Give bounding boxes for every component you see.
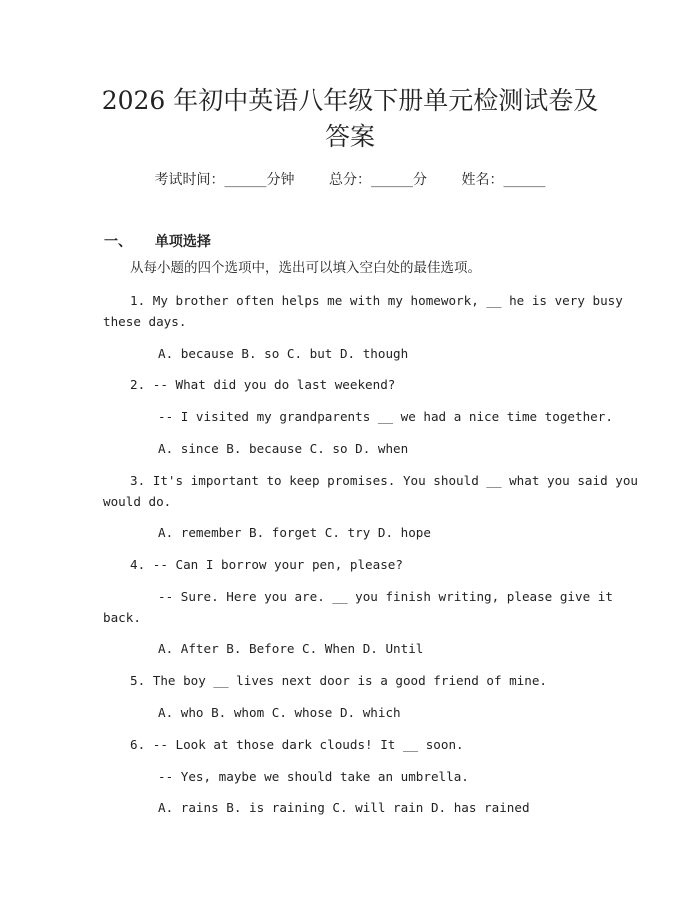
question-2-options: A. since B. because C. so D. when — [158, 441, 409, 456]
student-name-field: 姓名：______ — [461, 172, 546, 188]
total-score-field: 总分：______分 — [329, 172, 427, 188]
exam-time-field: 考试时间：______分钟 — [154, 172, 295, 188]
question-2-text: 2. -- What did you do last weekend? — [130, 377, 396, 392]
question-1-text-cont: these days. — [103, 314, 187, 329]
section-instruction: 从每小题的四个选项中，选出可以填入空白处的最佳选项。 — [130, 260, 481, 276]
question-5-text: 5. The boy __ lives next door is a good friend of mine. — [130, 673, 548, 688]
question-3-options: A. remember B. forget C. try D. hope — [158, 525, 431, 540]
question-2-dialogue: -- I visited my grandparents __ we had a nice time together. — [158, 409, 613, 424]
question-1-text: 1. My brother often helps me with my homework, __ he is very busy — [130, 293, 623, 308]
question-1-options: A. because B. so C. but D. though — [158, 346, 409, 361]
question-4-dialogue-cont: back. — [103, 610, 141, 625]
question-3-text-cont: would do. — [103, 494, 172, 509]
question-4-dialogue: -- Sure. Here you are. __ you finish writing, please give it — [158, 589, 613, 604]
section-title: 单项选择 — [154, 234, 211, 250]
question-6-text: 6. -- Look at those dark clouds! It __ soon. — [130, 737, 464, 752]
exam-info — [0, 169, 700, 189]
question-4-options: A. After B. Before C. When D. Until — [158, 641, 424, 656]
question-4-text: 4. -- Can I borrow your pen, please? — [130, 557, 403, 572]
page-title-line-1: 2026 年初中英语八年级下册单元检测试卷及 — [101, 86, 599, 115]
question-6-dialogue: -- Yes, maybe we should take an umbrella. — [158, 769, 469, 784]
page-title-line-2: 答案 — [324, 122, 375, 151]
question-6-options: A. rains B. is raining C. will rain D. has rained — [158, 800, 530, 815]
section-number: 一、 — [104, 234, 132, 250]
section-heading — [104, 231, 211, 251]
question-3-text: 3. It's important to keep promises. You should __ what you said you — [130, 473, 638, 488]
question-5-options: A. who B. whom C. whose D. which — [158, 705, 401, 720]
